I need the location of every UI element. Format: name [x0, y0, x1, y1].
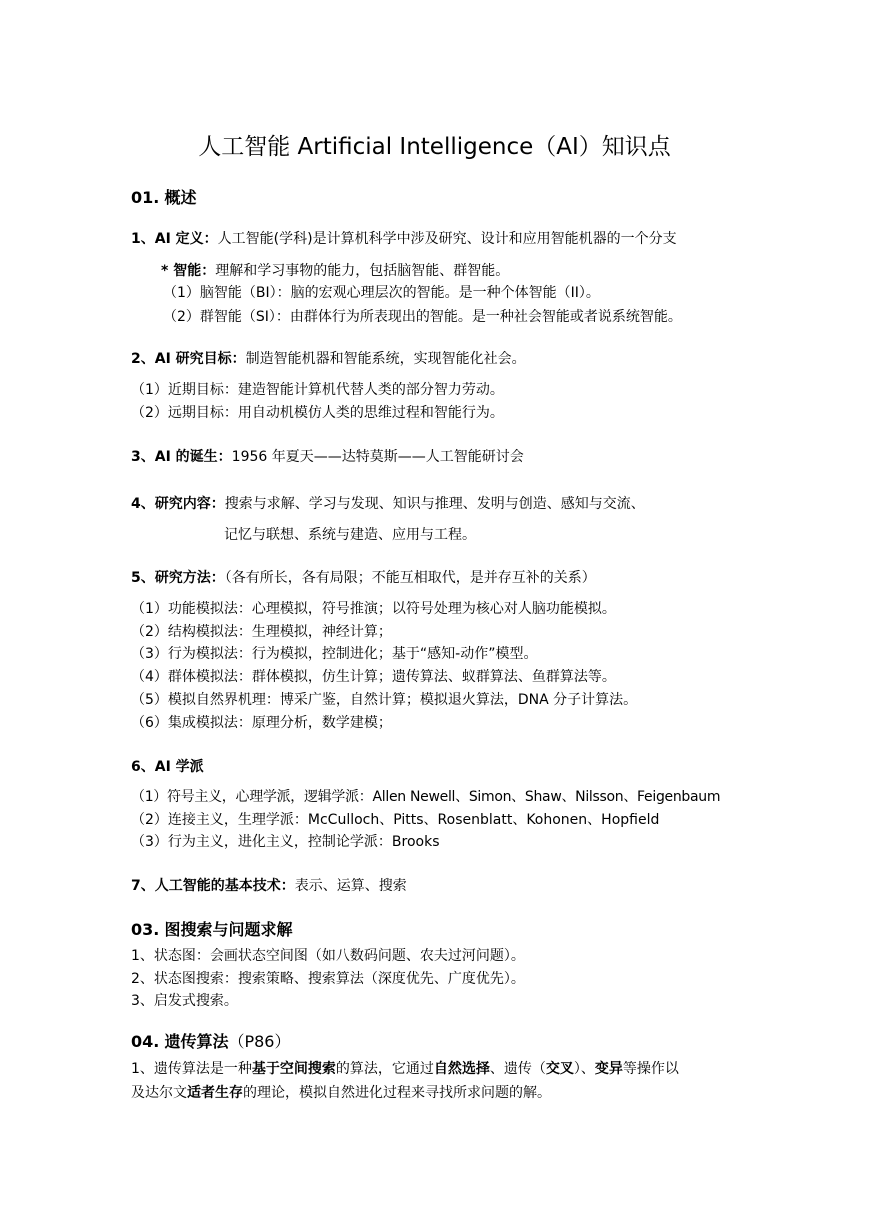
genetic-algorithm-paragraph-line-2 — [131, 1084, 551, 1102]
method-item: （1）功能模拟法：心理模拟，符号推演；以符号处理为核心对人脑功能模拟。 — [131, 601, 616, 617]
item-label: 1、AI 定义： — [131, 231, 218, 247]
method-item: （5）模拟自然界机理：博采广鉴，自然计算；模拟退火算法，DNA 分子计算法。 — [131, 692, 638, 708]
item-text: 人工智能(学科)是计算机科学中涉及研究、设计和应用智能机器的一个分支 — [217, 231, 677, 247]
item-label: 6、AI 学派 — [131, 759, 204, 775]
item-label: 7、人工智能的基本技术： — [131, 878, 295, 894]
item-label: 4、研究内容： — [131, 496, 225, 512]
section-number: 01. — [131, 188, 160, 207]
item-text: 1956 年夏天——达特莫斯——人工智能研讨会 — [231, 449, 524, 465]
short-term-goal: （1）近期目标：建造智能计算机代替人类的部分智力劳动。 — [131, 382, 504, 398]
section-number: 04. — [131, 1032, 160, 1051]
method-item: （4）群体模拟法：群体模拟，仿生计算；遗传算法、蚁群算法、鱼群算法等。 — [131, 669, 616, 685]
item-text: （各有所长，各有局限；不能互相取代，是并存互补的关系） — [224, 570, 596, 586]
item-label: 5、研究方法： — [131, 570, 225, 586]
graph-search-item: 2、状态图搜索：搜索策略、搜索算法（深度优先、广度优先）。 — [131, 971, 525, 987]
section-name: 概述 — [164, 188, 197, 207]
section-name: 遗传算法 — [164, 1032, 229, 1051]
research-content-continued: 记忆与联想、系统与建造、应用与工程。 — [224, 527, 476, 543]
school-item: （2）连接主义，生理学派：McCulloch、Pitts、Rosenblatt、Kohonen、Hopfield — [131, 812, 660, 828]
method-item: （3）行为模拟法：行为模拟，控制进化；基于“感知-动作”模型。 — [131, 646, 538, 662]
item-2-research-goal — [131, 350, 526, 368]
section-04-heading — [131, 1032, 290, 1052]
text-run: 的算法，它通过 — [335, 1061, 434, 1077]
item-text: 制造智能机器和智能系统，实现智能化社会。 — [245, 351, 526, 367]
emphasis: 基于空间搜索 — [251, 1061, 336, 1077]
emphasis: 交叉 — [545, 1061, 574, 1077]
text-run: 、遗传（ — [489, 1061, 546, 1077]
brain-intelligence: （1）脑智能（BI）：脑的宏观心理层次的智能。是一种个体智能（II）。 — [163, 285, 600, 301]
text-run: 的理论，模拟自然进化过程来寻找所求问题的解。 — [243, 1085, 551, 1101]
emphasis: 适者生存 — [187, 1085, 243, 1101]
genetic-algorithm-paragraph-line-1 — [131, 1060, 679, 1078]
swarm-intelligence: （2）群智能（SI）：由群体行为所表现出的智能。是一种社会智能或者说系统智能。 — [163, 309, 682, 325]
section-01-heading — [131, 188, 196, 208]
text-run: 1、遗传算法是一种 — [131, 1061, 252, 1077]
emphasis: 自然选择 — [433, 1061, 490, 1077]
text-run: ）、 — [573, 1061, 595, 1077]
school-item: （1）符号主义，心理学派，逻辑学派：Allen Newell、Simon、Shaw、Nilsson、Feigenbaum — [131, 789, 721, 805]
text-run: 等操作以 — [622, 1061, 679, 1077]
page-title: 人工智能 Artificial Intelligence（AI）知识点 — [198, 134, 671, 160]
method-item: （6）集成模拟法：原理分析，数学建模； — [131, 715, 392, 731]
school-item: （3）行为主义，进化主义，控制论学派：Brooks — [131, 834, 440, 850]
section-ref: （P86） — [228, 1032, 291, 1051]
item-label: 2、AI 研究目标： — [131, 351, 246, 367]
item-label: * 智能： — [161, 263, 216, 279]
item-text: 搜索与求解、学习与发现、知识与推理、发明与创造、感知与交流、 — [224, 496, 645, 512]
intelligence-definition — [161, 262, 509, 280]
item-6-ai-schools — [131, 758, 204, 776]
item-4-research-content — [131, 495, 645, 513]
item-3-ai-birth — [131, 448, 524, 466]
section-number: 03. — [131, 920, 160, 939]
item-5-research-methods — [131, 569, 596, 587]
text-run: 及达尔文 — [131, 1085, 187, 1101]
section-03-heading — [131, 920, 292, 940]
graph-search-item: 1、状态图：会画状态空间图（如八数码问题、农夫过河问题）。 — [131, 948, 525, 964]
item-7-basic-techniques — [131, 877, 407, 895]
graph-search-item: 3、启发式搜索。 — [131, 993, 238, 1009]
method-item: （2）结构模拟法：生理模拟，神经计算； — [131, 624, 392, 640]
long-term-goal: （2）远期目标：用自动机模仿人类的思维过程和智能行为。 — [131, 405, 504, 421]
item-text: 表示、运算、搜索 — [294, 878, 407, 894]
item-text: 理解和学习事物的能力，包括脑智能、群智能。 — [215, 263, 510, 279]
item-1-ai-definition — [131, 230, 677, 248]
section-name: 图搜索与问题求解 — [164, 920, 293, 939]
item-label: 3、AI 的诞生： — [131, 449, 232, 465]
emphasis: 变异 — [594, 1061, 623, 1077]
